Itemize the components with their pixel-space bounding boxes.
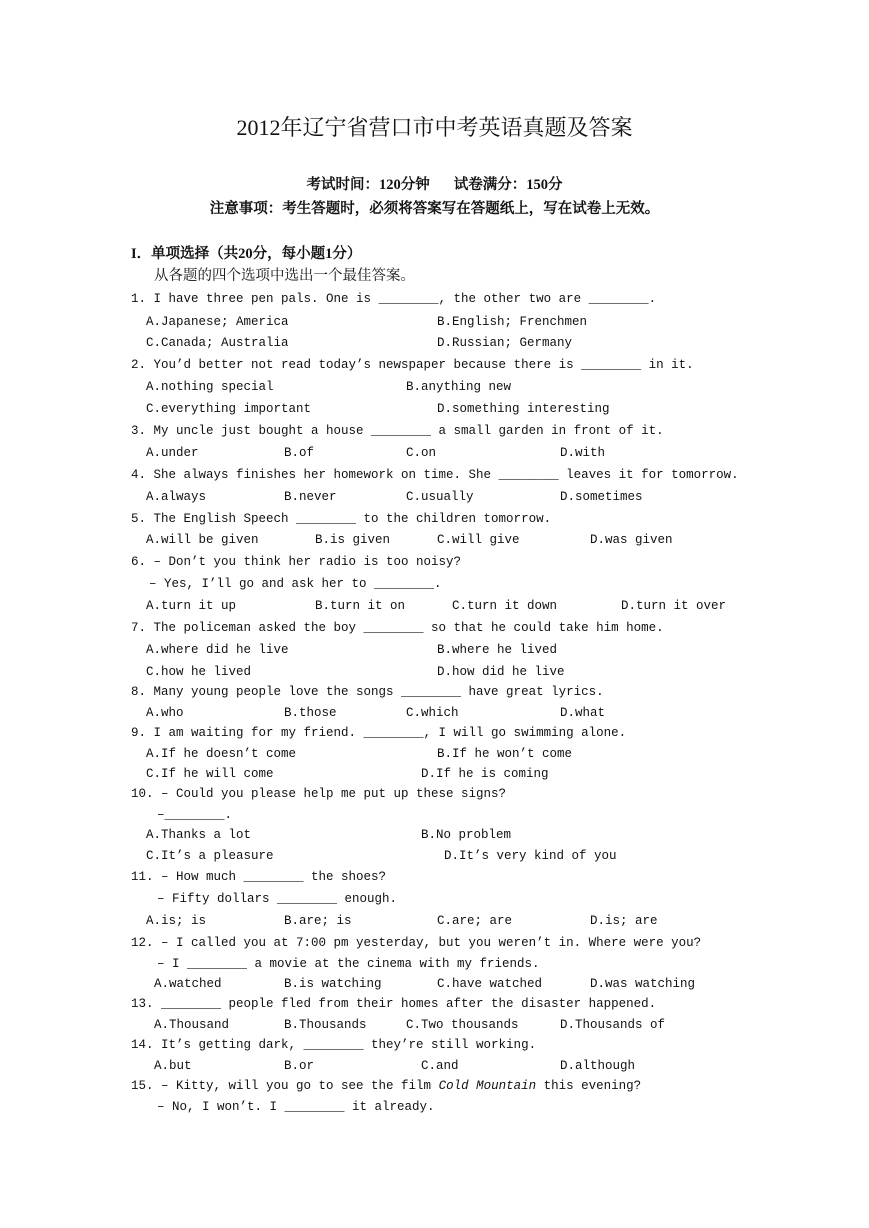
question-6-stem: 6. – Don’t you think her radio is too noisy? xyxy=(131,555,462,569)
section-instruction: 从各题的四个选项中选出一个最佳答案。 xyxy=(154,268,415,284)
question-9-option-a: A.If he doesn’t come xyxy=(146,747,297,761)
question-3-option-d: D.with xyxy=(560,446,606,460)
question-7-stem: 7. The policeman asked the boy ________ so that he could take him home. xyxy=(131,621,664,635)
question-7-option-b: B.where he lived xyxy=(437,643,558,657)
question-1-option-d: D.Russian; Germany xyxy=(437,336,573,350)
question-10-option-d: D.It’s very kind of you xyxy=(444,849,617,863)
question-2-option-a: A.nothing special xyxy=(146,380,274,394)
question-9-option-b: B.If he won’t come xyxy=(437,747,573,761)
question-14-stem: 14. It’s getting dark, ________ they’re still working. xyxy=(131,1038,537,1052)
question-14-option-a: A.but xyxy=(154,1059,192,1073)
question-9-stem: 9. I am waiting for my friend. ________, I will go swimming alone. xyxy=(131,726,627,740)
question-15-stem-before: 15. – Kitty, will you go to see the film xyxy=(131,1079,439,1093)
question-10-option-c: C.It’s a pleasure xyxy=(146,849,274,863)
question-13-option-b: B.Thousands xyxy=(284,1018,367,1032)
question-8-stem: 8. Many young people love the songs ________ have great lyrics. xyxy=(131,685,604,699)
exam-notice: 注意事项：考生答题时，必须将答案写在答题纸上，写在试卷上无效。 xyxy=(209,201,660,217)
question-15-stem xyxy=(131,1076,641,1096)
question-4-option-c: C.usually xyxy=(406,490,474,504)
question-7-option-c: C.how he lived xyxy=(146,665,252,679)
question-10-option-a: A.Thanks a lot xyxy=(146,828,252,842)
question-10-stem: 10. – Could you please help me put up these signs? xyxy=(131,787,507,801)
question-12-option-d: D.was watching xyxy=(590,977,696,991)
question-2-option-c: C.everything important xyxy=(146,402,312,416)
exam-info-line xyxy=(0,175,869,195)
question-8-option-c: C.which xyxy=(406,706,459,720)
question-3-option-a: A.under xyxy=(146,446,199,460)
question-4-option-d: D.sometimes xyxy=(560,490,643,504)
question-3-stem: 3. My uncle just bought a house ________ a small garden in front of it. xyxy=(131,424,664,438)
question-6-option-b: B.turn it on xyxy=(315,599,406,613)
question-8-option-b: B.those xyxy=(284,706,337,720)
question-11-option-d: D.is; are xyxy=(590,914,658,928)
question-14-option-c: C.and xyxy=(421,1059,459,1073)
question-12-option-c: C.have watched xyxy=(437,977,543,991)
question-1-stem: 1. I have three pen pals. One is ________, the other two are ________. xyxy=(131,292,657,306)
exam-title: 2012年辽宁省营口市中考英语真题及答案 xyxy=(236,115,633,140)
question-15-reply: – No, I won’t. I ________ it already. xyxy=(157,1100,435,1114)
question-12-option-a: A.watched xyxy=(154,977,222,991)
question-6-option-d: D.turn it over xyxy=(621,599,727,613)
section-heading: I．单项选择（共20分，每小题1分） xyxy=(131,246,362,262)
question-3-option-c: C.on xyxy=(406,446,437,460)
question-13-stem: 13. ________ people fled from their homes after the disaster happened. xyxy=(131,997,657,1011)
question-5-option-a: A.will be given xyxy=(146,533,259,547)
question-15-stem-after: this evening? xyxy=(536,1079,642,1093)
question-2-option-b: B.anything new xyxy=(406,380,512,394)
question-6-option-a: A.turn it up xyxy=(146,599,237,613)
question-14-option-b: B.or xyxy=(284,1059,315,1073)
question-11-option-b: B.are; is xyxy=(284,914,352,928)
question-12-option-b: B.is watching xyxy=(284,977,382,991)
question-6-option-c: C.turn it down xyxy=(452,599,558,613)
exam-full-score: 试卷满分：150分 xyxy=(453,177,563,193)
question-7-option-a: A.where did he live xyxy=(146,643,289,657)
question-11-stem: 11. – How much ________ the shoes? xyxy=(131,870,387,884)
question-11-option-c: C.are; are xyxy=(437,914,513,928)
question-13-option-c: C.Two thousands xyxy=(406,1018,519,1032)
question-1-option-c: C.Canada; Australia xyxy=(146,336,289,350)
question-4-option-b: B.never xyxy=(284,490,337,504)
question-10-reply: –________. xyxy=(157,808,233,822)
question-5-option-c: C.will give xyxy=(437,533,520,547)
question-4-option-a: A.always xyxy=(146,490,207,504)
question-1-option-b: B.English; Frenchmen xyxy=(437,315,588,329)
question-5-option-d: D.was given xyxy=(590,533,673,547)
question-2-option-d: D.something interesting xyxy=(437,402,610,416)
question-10-option-b: B.No problem xyxy=(421,828,512,842)
question-13-option-d: D.Thousands of xyxy=(560,1018,666,1032)
question-9-option-d: D.If he is coming xyxy=(421,767,549,781)
question-15-film-title: Cold Mountain xyxy=(438,1079,537,1093)
question-12-reply: – I ________ a movie at the cinema with my friends. xyxy=(157,957,540,971)
question-13-option-a: A.Thousand xyxy=(154,1018,230,1032)
question-14-option-d: D.although xyxy=(560,1059,636,1073)
question-2-stem: 2. You’d better not read today’s newspaper because there is ________ in it. xyxy=(131,358,694,372)
question-7-option-d: D.how did he live xyxy=(437,665,565,679)
question-6-reply: – Yes, I’ll go and ask her to ________. xyxy=(149,577,442,591)
question-11-option-a: A.is; is xyxy=(146,914,207,928)
question-11-reply: – Fifty dollars ________ enough. xyxy=(157,892,398,906)
exam-time: 考试时间：120分钟 xyxy=(306,177,430,193)
question-5-option-b: B.is given xyxy=(315,533,391,547)
question-8-option-a: A.who xyxy=(146,706,184,720)
question-8-option-d: D.what xyxy=(560,706,606,720)
question-5-stem: 5. The English Speech ________ to the children tomorrow. xyxy=(131,512,552,526)
question-1-option-a: A.Japanese; America xyxy=(146,315,289,329)
question-9-option-c: C.If he will come xyxy=(146,767,274,781)
question-4-stem: 4. She always finishes her homework on time. She ________ leaves it for tomorrow. xyxy=(131,468,739,482)
question-3-option-b: B.of xyxy=(284,446,315,460)
question-12-stem: 12. – I called you at 7:00 pm yesterday, but you weren’t in. Where were you? xyxy=(131,936,702,950)
